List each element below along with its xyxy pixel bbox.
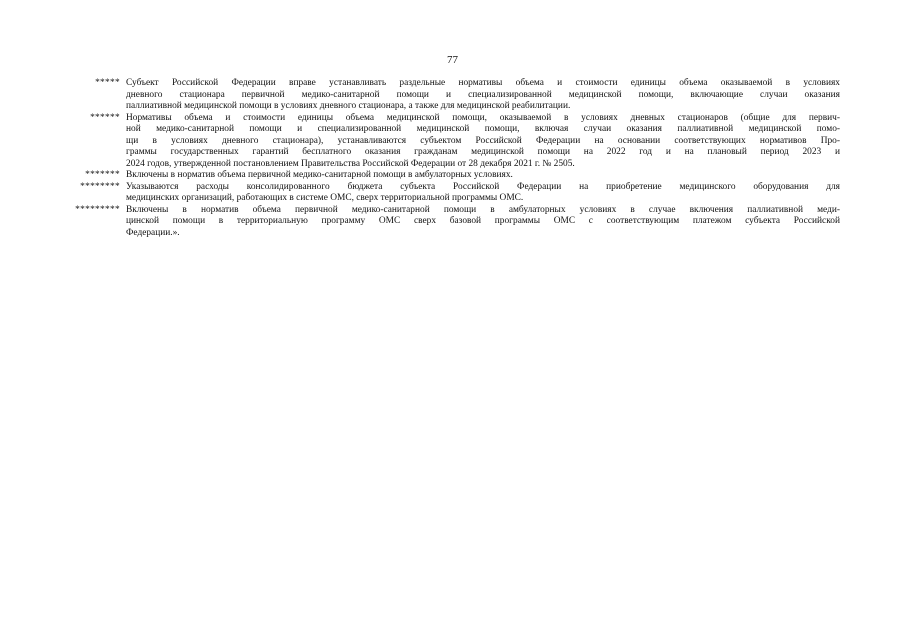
footnote-text xyxy=(126,78,840,113)
footnote-line: Нормативы объема и стоимости единицы объема медицинской помощи, оказываемой в условиях дневных стационаров (общие для первич- xyxy=(126,112,840,123)
footnote-line: Федерации.». xyxy=(126,227,180,238)
footnote-text xyxy=(126,205,840,240)
footnote-line: Включены в норматив объема первичной медико-санитарной помощи в амбулаторных условиях. xyxy=(126,170,513,180)
footnote-line: граммы государственных гарантий бесплатного оказания гражданам медицинской помощи на 2022 год и на плановый период 2023 и xyxy=(126,147,840,157)
page-number: 77 xyxy=(447,54,458,66)
footnote-marker: ****** xyxy=(90,112,120,123)
footnote-line: Включены в норматив объема первичной медико-санитарной помощи в амбулаторных условиях в случае включения паллиативной меди- xyxy=(126,204,840,215)
footnote-7 xyxy=(60,170,840,182)
footnote-marker: ******** xyxy=(80,181,120,192)
footnote-line: ной медико-санитарной помощи и специализированной медицинской помощи, включая случаи оказания паллиативной медицинской помо- xyxy=(126,124,840,134)
footnote-9 xyxy=(60,205,840,240)
footnote-line: медицинских организаций, работающих в системе ОМС, сверх территориальной программы ОМС. xyxy=(126,193,524,203)
footnote-line: щи в условиях дневного стационара), устанавливаются субъектом Российской Федерации на основании соответствующих нормативов Про- xyxy=(126,135,840,146)
footnote-line: 2024 годов, утвержденной постановлением Правительства Российской Федерации от 28 декабря 2021 г. № 2505. xyxy=(126,158,575,169)
footnote-marker: ***** xyxy=(95,78,120,88)
footnote-text xyxy=(126,182,840,205)
footnote-5 xyxy=(60,78,840,113)
footnote-text xyxy=(126,113,840,171)
footnote-line: цинской помощи в территориальную программу ОМС сверх базовой программы ОМС с соответствующим платежом субъекта Российской xyxy=(126,216,840,226)
footnote-marker: ********* xyxy=(75,204,120,215)
footnote-text xyxy=(126,170,840,182)
footnote-line: паллиативной медицинской помощи в условиях дневного стационара, а также для медицинской реабилитации. xyxy=(126,101,571,111)
footnote-6 xyxy=(60,113,840,171)
footnote-8 xyxy=(60,182,840,205)
footnote-line: Указываются расходы консолидированного бюджета субъекта Российской Федерации на приобретение медицинского оборудования для xyxy=(126,181,840,192)
footnote-line: Субъект Российской Федерации вправе устанавливать раздельные нормативы объема и стоимости единицы объема оказываемой в условиях xyxy=(126,78,840,88)
footnotes-list xyxy=(60,78,840,239)
footnote-marker: ******* xyxy=(85,170,120,180)
footnote-line: дневного стационара первичной медико-санитарной помощи и специализированной медицинской помощи, включающие случаи оказания xyxy=(126,89,840,100)
